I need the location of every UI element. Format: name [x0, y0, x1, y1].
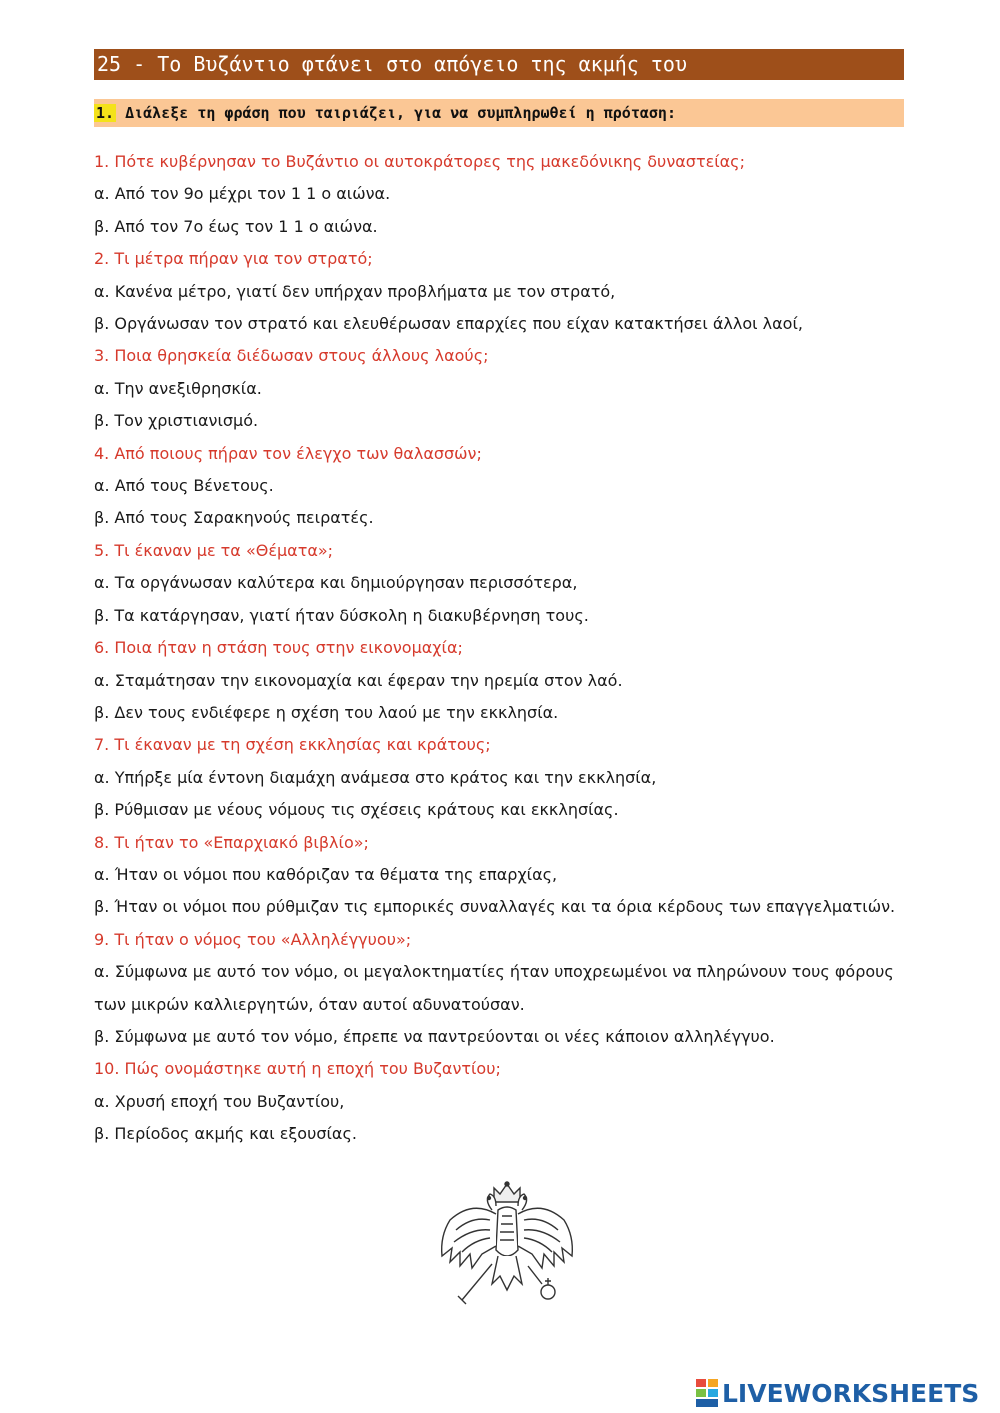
question-text: 9. Τι ήταν ο νόμος του «Αλληλέγγυου»; [94, 929, 412, 949]
option-b[interactable]: β. Ρύθμισαν με νέους νόμους τις σχέσεις κράτους και εκκλησίας. [94, 800, 619, 820]
question-block [94, 924, 914, 1054]
option-b[interactable]: β. Τα κατάργησαν, γιατί ήταν δύσκολη η διακυβέρνηση τους. [94, 605, 589, 625]
question-text: 2. Τι μέτρα πήραν για τον στρατό; [94, 249, 373, 269]
option-a[interactable]: α. Την ανεξιθρησκία. [94, 378, 262, 398]
question-text: 7. Τι έκαναν με τη σχέση εκκλησίας και κράτους; [94, 735, 491, 755]
question-text: 5. Τι έκαναν με τα «Θέματα»; [94, 540, 334, 560]
question-text: 1. Πότε κυβέρνησαν το Βυζάντιο οι αυτοκράτορες της μακεδόνικης δυναστείας; [94, 152, 745, 171]
option-a[interactable]: α. Υπήρξε μία έντονη διαμάχη ανάμεσα στο κράτος και την εκκλησία, [94, 767, 657, 787]
option-a[interactable]: α. Χρυσή εποχή του Βυζαντίου, [94, 1091, 345, 1111]
option-a[interactable]: α. Σύμφωνα με αυτό τον νόμο, οι μεγαλοκτηματίες ήταν υποχρεωμένοι να πληρώνουν τους φόρους των μικρών καλλιεργητών, όταν αυτοί αδυνατούσαν. [94, 962, 894, 1014]
question-block [94, 243, 914, 340]
double-headed-eagle-icon [432, 1180, 582, 1315]
option-b[interactable]: β. Τον χριστιανισμό. [94, 411, 259, 431]
option-a[interactable]: α. Από τον 9ο μέχρι τον 1 1 ο αιώνα. [94, 184, 391, 204]
question-block [94, 729, 914, 826]
liveworksheets-brand[interactable] [696, 1375, 979, 1411]
question-block [94, 146, 914, 243]
question-block [94, 535, 914, 632]
option-a[interactable]: α. Κανένα μέτρο, γιατί δεν υπήρχαν προβλήματα με τον στρατό, [94, 281, 616, 301]
question-text: 3. Ποια θρησκεία διέδωσαν στους άλλους λαούς; [94, 346, 489, 366]
question-text: 10. Πώς ονομάστηκε αυτή η εποχή του Βυζαντίου; [94, 1059, 501, 1079]
question-list [94, 146, 914, 1151]
question-block [94, 340, 914, 437]
option-b[interactable]: β. Δεν τους ενδιέφερε η σχέση του λαού με την εκκλησία. [94, 702, 559, 722]
option-b[interactable]: β. Ήταν οι νόμοι που ρύθμιζαν τις εμπορικές συναλλαγές και τα όρια κέρδους των επαγγελματιών. [94, 897, 896, 917]
question-block [94, 1053, 914, 1150]
option-b[interactable]: β. Από τους Σαρακηνούς πειρατές. [94, 508, 374, 528]
option-b[interactable]: β. Σύμφωνα με αυτό τον νόμο, έπρεπε να παντρεύονται οι νέες κάποιον αλληλέγγυο. [94, 1026, 775, 1046]
instruction-text: Διάλεξε τη φράση που ταιριάζει, για να συμπληρωθεί η πρόταση: [116, 104, 676, 122]
option-b[interactable]: β. Περίοδος ακμής και εξουσίας. [94, 1124, 357, 1144]
instruction-number: 1. [96, 104, 115, 122]
question-block [94, 632, 914, 729]
option-a[interactable]: α. Σταμάτησαν την εικονομαχία και έφεραν την ηρεμία στον λαό. [94, 670, 623, 690]
question-text: 6. Ποια ήταν η στάση τους στην εικονομαχία; [94, 638, 463, 658]
question-block [94, 827, 914, 924]
question-text: 4. Από ποιους πήραν τον έλεγχο των θαλασσών; [94, 443, 482, 463]
instruction-bar [94, 99, 904, 127]
brand-text: LIVEWORKSHEETS [722, 1378, 980, 1408]
option-b[interactable]: β. Οργάνωσαν τον στρατό και ελευθέρωσαν επαρχίες που είχαν κατακτήσει άλλοι λαοί, [94, 314, 803, 334]
worksheet-title: 25 - Το Βυζάντιο φτάνει στο απόγειο της ακμής του [94, 49, 904, 80]
question-block [94, 438, 914, 535]
liveworksheets-logo-icon [696, 1379, 718, 1407]
question-text: 8. Τι ήταν το «Επαρχιακό βιβλίο»; [94, 832, 369, 852]
option-a[interactable]: α. Ήταν οι νόμοι που καθόριζαν τα θέματα της επαρχίας, [94, 864, 558, 884]
option-a[interactable]: α. Τα οργάνωσαν καλύτερα και δημιούργησαν περισσότερα, [94, 573, 578, 593]
option-a[interactable]: α. Από τους Βένετους. [94, 476, 274, 496]
option-b[interactable]: β. Από τον 7ο έως τον 1 1 ο αιώνα. [94, 216, 378, 236]
